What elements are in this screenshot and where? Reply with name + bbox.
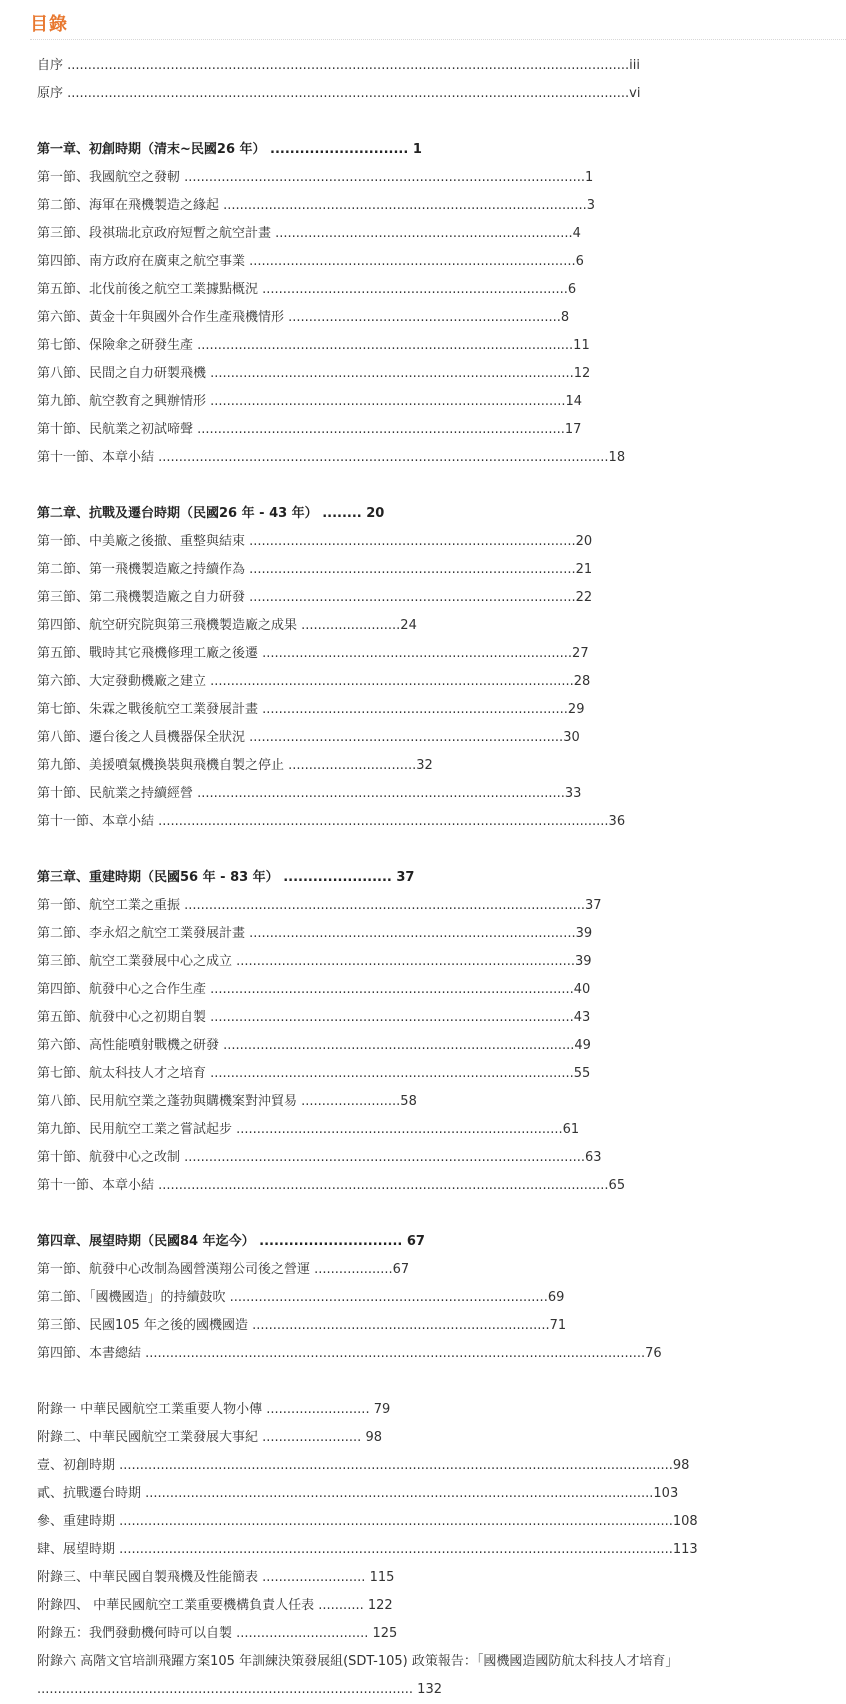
toc-entry[interactable]: 第四節、本書總結 .........................................................................................................................76 — [37, 1346, 662, 1361]
section-spacer — [37, 1200, 837, 1228]
toc-entry[interactable]: 肆、展望時期 ......................................................................................................................................113 — [37, 1542, 698, 1557]
toc-entry[interactable]: 參、重建時期 ......................................................................................................................................108 — [37, 1514, 698, 1529]
toc-entry[interactable]: 第四節、航發中心之合作生產 ........................................................................................40 — [37, 982, 591, 997]
toc-entry[interactable]: 第九節、民用航空工業之嘗試起步 ...............................................................................61 — [37, 1122, 580, 1137]
toc-entry[interactable]: 第二節、李永炤之航空工業發展計畫 ...............................................................................39 — [37, 926, 593, 941]
toc-entry[interactable]: 自序 ........................................................................................................................................iii — [37, 58, 640, 73]
toc-chapter-heading[interactable]: 第四章、展望時期（民國84 年迄今） ............................. 67 — [37, 1234, 425, 1249]
toc-entry[interactable]: 第一節、航空工業之重振 .................................................................................................37 — [37, 898, 602, 913]
toc-entry[interactable]: 第八節、遷台後之人員機器保全狀況 ............................................................................30 — [37, 730, 580, 745]
toc-entry[interactable]: 第九節、美援噴氣機換裝與飛機自製之停止 ...............................32 — [37, 758, 433, 773]
toc-entry[interactable]: 附錄四、 中華民國航空工業重要機構負責人任表 ........... 122 — [37, 1598, 393, 1613]
toc-entry[interactable]: 第七節、保險傘之研發生產 ...........................................................................................11 — [37, 338, 590, 353]
toc-entry[interactable]: 第八節、民間之自力研製飛機 ........................................................................................12 — [37, 366, 591, 381]
section-spacer — [37, 108, 837, 136]
toc-entry[interactable]: 第二節、海軍在飛機製造之緣起 ........................................................................................3 — [37, 198, 596, 213]
toc-entry[interactable]: 第一節、我國航空之發軔 .................................................................................................1 — [37, 170, 594, 185]
toc-entry[interactable]: 貳、抗戰遷台時期 ...........................................................................................................................103 — [37, 1486, 679, 1501]
toc-entry[interactable]: 第十一節、本章小結 .............................................................................................................36 — [37, 814, 626, 829]
toc-entry[interactable]: 第一節、中美廠之後撤、重整與結束 ...............................................................................20 — [37, 534, 593, 549]
toc-entry[interactable]: 附錄五：我們發動機何時可以自製 ................................ 125 — [37, 1626, 398, 1641]
toc-entry[interactable]: 壹、初創時期 ......................................................................................................................................98 — [37, 1458, 690, 1473]
toc-entry[interactable]: 第八節、民用航空業之蓬勃與購機案對沖貿易 ........................58 — [37, 1094, 417, 1109]
toc-entry[interactable]: 附錄六 高階文官培訓飛躍方案105 年訓練決策發展組(SDT-105) 政策報告：「國機國造國防航太科技人才培育」 ........................................................................................... 132 — [37, 1654, 679, 1697]
table-of-contents — [37, 52, 837, 1704]
toc-entry[interactable]: 附錄一 中華民國航空工業重要人物小傳 ......................... 79 — [37, 1402, 391, 1417]
toc-entry[interactable]: 第四節、航空研究院與第三飛機製造廠之成果 ........................24 — [37, 618, 417, 633]
toc-entry[interactable]: 第七節、航太科技人才之培育 ........................................................................................55 — [37, 1066, 591, 1081]
toc-entry[interactable]: 原序 ........................................................................................................................................vi — [37, 86, 641, 101]
toc-entry[interactable]: 第十一節、本章小結 .............................................................................................................65 — [37, 1178, 626, 1193]
toc-entry[interactable]: 第二節、「國機國造」的持續鼓吹 .............................................................................69 — [37, 1290, 565, 1305]
section-spacer — [37, 836, 837, 864]
toc-entry[interactable]: 第六節、高性能噴射戰機之研發 .....................................................................................49 — [37, 1038, 591, 1053]
toc-chapter-heading[interactable]: 第二章、抗戰及遷台時期（民國26 年 - 43 年） ........ 20 — [37, 506, 385, 521]
toc-entry[interactable]: 第五節、戰時其它飛機修理工廠之後遷 ...........................................................................27 — [37, 646, 589, 661]
toc-chapter-heading[interactable]: 第三章、重建時期（民國56 年 - 83 年） ...................... 37 — [37, 870, 415, 885]
toc-entry[interactable]: 第十節、民航業之初試啼聲 .........................................................................................17 — [37, 422, 582, 437]
toc-entry[interactable]: 第三節、民國105 年之後的國機國造 ........................................................................71 — [37, 1318, 567, 1333]
toc-entry[interactable]: 第十節、航發中心之改制 .................................................................................................63 — [37, 1150, 602, 1165]
toc-entry[interactable]: 第三節、段祺瑞北京政府短暫之航空計畫 ........................................................................4 — [37, 226, 581, 241]
toc-entry[interactable]: 第十一節、本章小結 .............................................................................................................18 — [37, 450, 626, 465]
toc-heading: 目錄 — [30, 14, 68, 35]
toc-entry[interactable]: 第二節、第一飛機製造廠之持續作為 ...............................................................................21 — [37, 562, 593, 577]
section-spacer — [37, 472, 837, 500]
toc-entry[interactable]: 第七節、朱霖之戰後航空工業發展計畫 ..........................................................................29 — [37, 702, 585, 717]
toc-entry[interactable]: 第一節、航發中心改制為國營漢翔公司後之營運 ...................67 — [37, 1262, 410, 1277]
toc-entry[interactable]: 第五節、航發中心之初期自製 ........................................................................................43 — [37, 1010, 591, 1025]
heading-divider — [30, 39, 846, 40]
toc-entry[interactable]: 第六節、大定發動機廠之建立 ........................................................................................28 — [37, 674, 591, 689]
toc-entry[interactable]: 第九節、航空教育之興辦情形 ......................................................................................14 — [37, 394, 583, 409]
toc-entry[interactable]: 第三節、第二飛機製造廠之自力研發 ...............................................................................22 — [37, 590, 593, 605]
toc-entry[interactable]: 第十節、民航業之持續經營 .........................................................................................33 — [37, 786, 582, 801]
section-spacer — [37, 1368, 837, 1396]
toc-chapter-heading[interactable]: 第一章、初創時期（清末~民國26 年） ............................ 1 — [37, 142, 422, 157]
toc-entry[interactable]: 第六節、黃金十年與國外合作生產飛機情形 ..................................................................8 — [37, 310, 570, 325]
toc-entry[interactable]: 附錄三、中華民國自製飛機及性能簡表 ......................... 115 — [37, 1570, 395, 1585]
toc-entry[interactable]: 第三節、航空工業發展中心之成立 ..................................................................................39 — [37, 954, 592, 969]
toc-entry[interactable]: 第五節、北伐前後之航空工業據點概況 ..........................................................................6 — [37, 282, 577, 297]
toc-entry[interactable]: 第四節、南方政府在廣東之航空事業 ...............................................................................6 — [37, 254, 584, 269]
toc-entry[interactable]: 附錄二、中華民國航空工業發展大事紀 ........................ 98 — [37, 1430, 382, 1445]
